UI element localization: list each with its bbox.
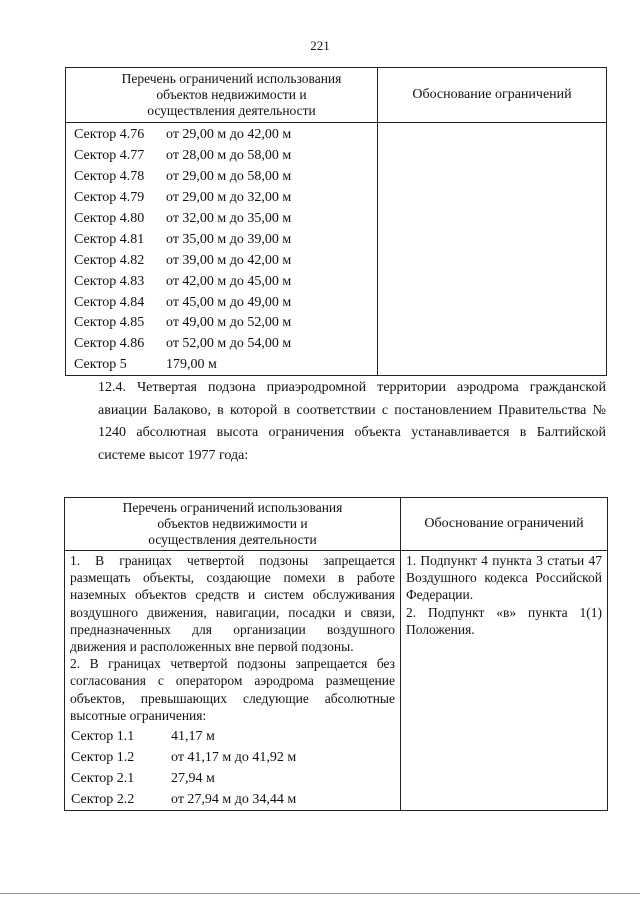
table-row	[66, 167, 377, 188]
header-line: осуществления деятельности	[147, 103, 316, 118]
sector-value: от 29,00 м до 58,00 м	[166, 169, 292, 185]
sector-name: Сектор 4.83	[74, 273, 145, 289]
table-header-row	[66, 68, 607, 123]
table-header-row	[65, 498, 608, 551]
sector-value: от 35,00 м до 39,00 м	[166, 231, 292, 247]
scan-edge-line	[0, 893, 640, 894]
header-line: объектов недвижимости и	[156, 87, 307, 102]
restriction-item-1: 1. В границах четвертой подзоны запрещается размещать объекты, создающие помехи в работе наземных объектов средств и систем обслуживания воздушного движения, навигации, посадки и связи, предназначенных для организации воздушного движения и расположенных вне первой подзоны.	[70, 553, 395, 655]
sector-value: 27,94 м	[171, 770, 215, 786]
table-row	[66, 146, 377, 167]
table-row	[70, 726, 400, 747]
table-row	[66, 125, 377, 146]
table-body-row	[66, 123, 607, 376]
justification-item-1: 1. Подпункт 4 пункта 3 статьи 47 Воздушного кодекса Российской Федерации.	[406, 553, 602, 603]
sector-value: 41,17 м	[171, 728, 215, 744]
header-line: объектов недвижимости и	[157, 516, 308, 531]
sector-value: от 32,00 м до 35,00 м	[166, 211, 292, 226]
header-restrictions-list	[66, 68, 378, 123]
table-row	[70, 789, 400, 810]
sector-value: от 52,00 м до 54,00 м	[166, 336, 292, 352]
sector-name: Сектор 5	[74, 356, 127, 372]
table-body-row	[65, 551, 608, 811]
justification-item-2: 2. Подпункт «в» пункта 1(1) Положения.	[406, 604, 602, 637]
sector-value: от 29,00 м до 42,00 м	[166, 127, 292, 143]
table-row	[66, 209, 377, 230]
sector-name: Сектор 4.85	[74, 315, 145, 331]
sector-name: Сектор 4.77	[74, 148, 145, 164]
sector-name: Сектор 4.86	[74, 336, 145, 352]
restrictions-table-sectors	[65, 67, 607, 376]
header-justification: Обоснование ограничений	[401, 498, 608, 551]
sector-list	[66, 123, 377, 375]
table-row	[66, 355, 377, 375]
header-line: осуществления деятельности	[148, 532, 317, 547]
sector-name: Сектор 4.84	[74, 294, 145, 310]
justification-text	[401, 551, 607, 638]
sector-value: от 39,00 м до 42,00 м	[166, 252, 292, 268]
table-row	[66, 334, 377, 355]
height-limits-list	[65, 726, 400, 810]
justification-cell	[378, 123, 607, 376]
sector-name: Сектор 2.1	[71, 770, 135, 786]
sector-name: Сектор 1.2	[71, 749, 135, 765]
sector-value: от 45,00 м до 49,00 м	[166, 294, 292, 310]
restrictions-text	[65, 551, 400, 724]
sector-name: Сектор 2.2	[71, 791, 135, 807]
table-row	[70, 768, 400, 789]
table-row	[70, 747, 400, 768]
sector-name: Сектор 1.1	[71, 728, 135, 744]
sector-value: от 42,00 м до 45,00 м	[166, 273, 292, 289]
sector-value: от 41,17 м до 41,92 м	[171, 749, 297, 765]
restriction-item-2: 2. В границах четвертой подзоны запрещается без согласования с оператором аэродрома размещение объектов, превышающих следующие абсолютные высотные ограничения:	[70, 656, 395, 723]
header-line: Перечень ограничений использования	[121, 71, 342, 86]
sector-name: Сектор 4.76	[74, 127, 145, 143]
table-row	[66, 229, 377, 250]
sector-value: от 29,00 м до 32,00 м	[166, 190, 292, 206]
sector-value: 179,00 м	[166, 356, 217, 372]
sector-name: Сектор 4.79	[74, 190, 145, 206]
section-paragraph	[65, 377, 606, 467]
sector-list-cell	[66, 123, 378, 376]
header-justification: Обоснование ограничений	[378, 68, 607, 123]
restrictions-table-fourth-subzone	[64, 497, 608, 811]
sector-name: Сектор 4.82	[74, 252, 145, 268]
restrictions-cell	[65, 551, 401, 811]
sector-name: Сектор 4.80	[74, 211, 145, 226]
header-restrictions-list	[65, 498, 401, 551]
table-row	[66, 271, 377, 292]
sector-name: Сектор 4.81	[74, 231, 145, 247]
table-row	[66, 292, 377, 313]
sector-value: от 49,00 м до 52,00 м	[166, 315, 292, 331]
table-row	[66, 313, 377, 334]
sector-value: от 28,00 м до 58,00 м	[166, 148, 292, 164]
page-number: 221	[310, 38, 330, 53]
table-row	[66, 250, 377, 271]
sector-name: Сектор 4.78	[74, 169, 145, 185]
justification-cell	[401, 551, 608, 811]
paragraph-text: 12.4. Четвертая подзона приаэродромной территории аэродрома гражданской авиации Балаково, в которой в соответствии с постановлением Правительства № 1240 абсолютная высота ограничения объекта устанавливается в Балтийской системе высот 1977 года:	[98, 380, 606, 463]
header-line: Перечень ограничений использования	[122, 500, 343, 515]
sector-value: от 27,94 м до 34,44 м	[171, 791, 297, 807]
table-row	[66, 188, 377, 209]
